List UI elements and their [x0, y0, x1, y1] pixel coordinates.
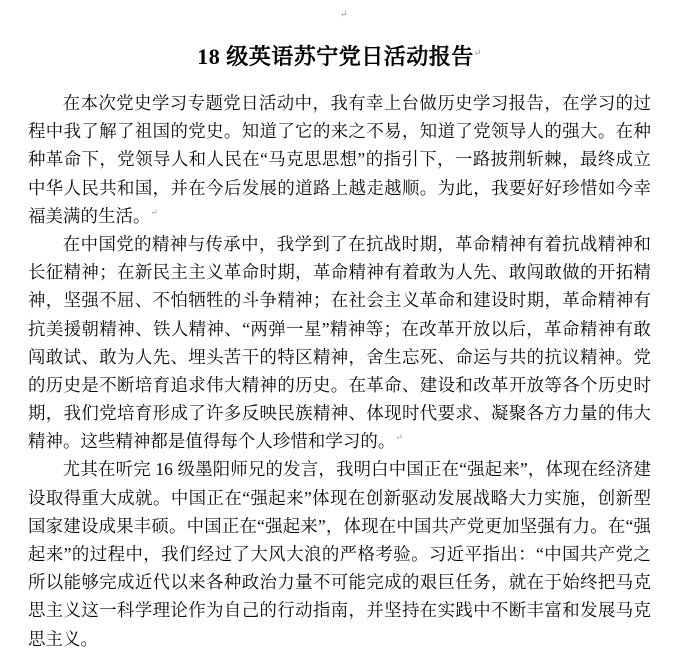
paragraph: [28, 455, 651, 652]
document-body: [28, 71, 651, 653]
paragraph-text: 在本次党史学习专题党日活动中，我有幸上台做历史学习报告，在学习的过程中我了解了祖国的党史。知道了它的来之不易，知道了党领导人的强大。在种种革命下，党领导人和人民在“马克思思想”的指引下，一路披荆斩棘，最终成立中华人民共和国，并在今后发展的道路上越走越顺。为此，我要好好珍惜如今幸福美满的生活。: [28, 93, 651, 226]
paragraph-mark-title: ↵: [473, 47, 482, 58]
paragraph: [28, 230, 651, 456]
paragraph-mark-top: ↵: [340, 9, 348, 19]
paragraph: [28, 89, 651, 230]
paragraph-mark: ↵: [395, 432, 403, 443]
page-title: [28, 0, 651, 71]
paragraph-text: 在中国党的精神与传承中，我学到了在抗战时期，革命精神有着抗战精神和长征精神；在新民主主义革命时期，革命精神有着敢为人先、敢闯敢做的开拓精神，坚强不屈、不怕牺牲的斗争精神；在社会主义革命和建设时期，革命精神有抗美援朝精神、铁人精神、“两弹一星”精神等；在改革开放以后，革命精神有敢闯敢试、敢为人先、埋头苦干的特区精神，舍生忘死、命运与共的抗议精神。党的历史是不断培育追求伟大精神的历史。在革命、建设和改革开放等各个历史时期，我们党培育形成了许多反映民族精神、体现时代要求、凝聚各方力量的伟大精神。这些精神都是值得每个人珍惜和学习的。: [28, 233, 651, 452]
paragraph-mark: ↵: [150, 206, 158, 217]
page-title-text: 18 级英语苏宁党日活动报告: [197, 44, 474, 69]
paragraph-text: 尤其在听完 16 级墨阳师兄的发言，我明白中国正在“强起来”，体现在经济建设取得重大成就。中国正在“强起来”体现在创新驱动发展战略大力实施，创新型国家建设成果丰硕。中国正在“强起来”，体现在中国共产党更加坚强有力。在“强起来”的过程中，我们经过了大风大浪的严格考验。习近平指出：“中国共产党之所以能够完成近代以来各种政治力量不可能完成的艰巨任务，就在于始终把马克思主义这一科学理论作为自己的行动指南，并坚持在实践中不断丰富和发展马克思主义。: [28, 459, 651, 649]
